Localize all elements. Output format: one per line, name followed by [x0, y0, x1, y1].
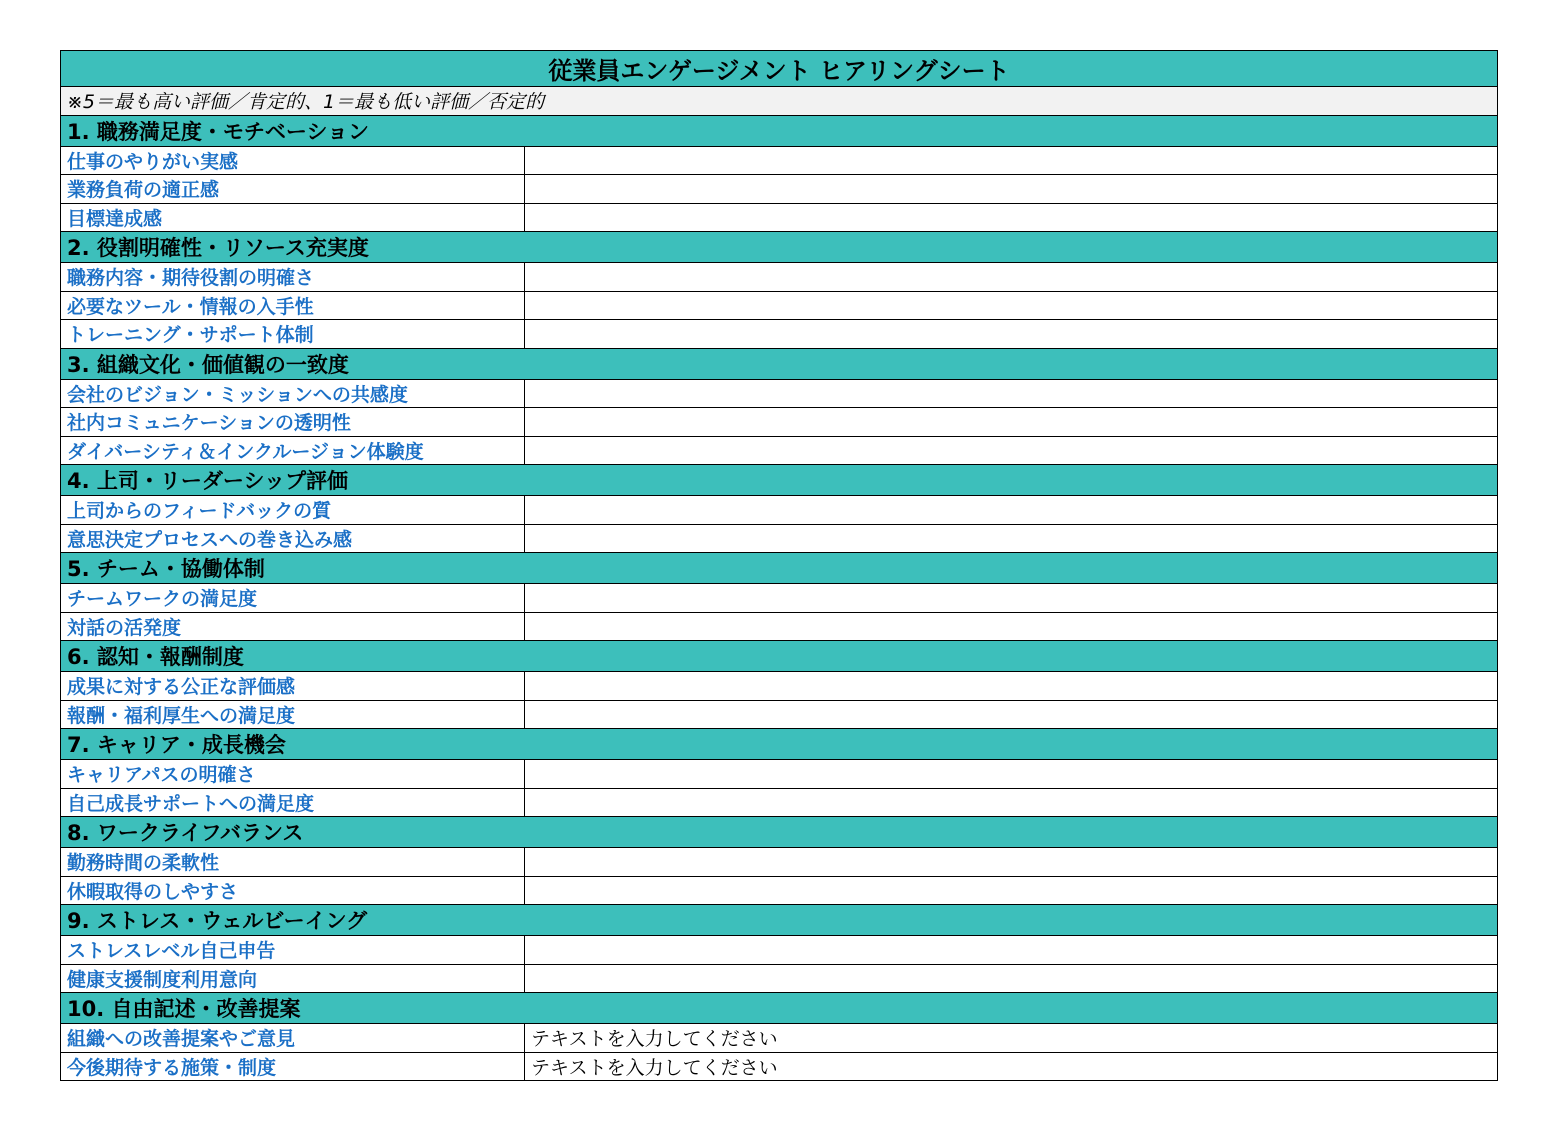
answer-cell[interactable] — [525, 760, 1498, 789]
answer-cell[interactable] — [525, 584, 1498, 613]
question-label: 勤務時間の柔軟性 — [61, 848, 525, 877]
hearing-sheet-table — [60, 50, 1498, 1081]
question-label: 会社のビジョン・ミッションへの共感度 — [61, 379, 525, 408]
answer-cell[interactable] — [525, 848, 1498, 877]
question-row — [61, 612, 1498, 641]
question-row — [61, 672, 1498, 701]
question-row — [61, 700, 1498, 729]
section-header-row — [61, 641, 1498, 672]
question-label: チームワークの満足度 — [61, 584, 525, 613]
note-row — [61, 87, 1498, 116]
answer-cell[interactable] — [525, 146, 1498, 175]
answer-cell[interactable] — [525, 291, 1498, 320]
answer-cell[interactable] — [525, 379, 1498, 408]
question-row — [61, 848, 1498, 877]
question-row — [61, 964, 1498, 993]
section-header-row — [61, 232, 1498, 263]
section-title: 5. チーム・協働体制 — [61, 553, 1498, 584]
answer-cell[interactable] — [525, 175, 1498, 204]
answer-cell[interactable] — [525, 788, 1498, 817]
answer-cell[interactable] — [525, 203, 1498, 232]
rating-note: ※5＝最も高い評価／肯定的、1＝最も低い評価／否定的 — [61, 87, 1498, 116]
question-label: 自己成長サポートへの満足度 — [61, 788, 525, 817]
question-row — [61, 263, 1498, 292]
answer-cell[interactable] — [525, 320, 1498, 349]
question-label: 業務負荷の適正感 — [61, 175, 525, 204]
question-label: 目標達成感 — [61, 203, 525, 232]
question-label: 上司からのフィードバックの質 — [61, 496, 525, 525]
section-title: 2. 役割明確性・リソース充実度 — [61, 232, 1498, 263]
answer-cell[interactable] — [525, 700, 1498, 729]
question-label: 必要なツール・情報の入手性 — [61, 291, 525, 320]
question-row — [61, 203, 1498, 232]
answer-cell[interactable] — [525, 263, 1498, 292]
title-row — [61, 51, 1498, 87]
question-row — [61, 379, 1498, 408]
answer-cell[interactable] — [525, 672, 1498, 701]
question-row — [61, 524, 1498, 553]
answer-cell[interactable] — [525, 612, 1498, 641]
question-row — [61, 936, 1498, 965]
answer-cell[interactable] — [525, 936, 1498, 965]
question-label: ダイバーシティ＆インクルージョン体験度 — [61, 436, 525, 465]
question-row — [61, 436, 1498, 465]
section-header-row — [61, 348, 1498, 379]
answer-cell[interactable]: テキストを入力してください — [525, 1052, 1498, 1081]
section-title: 3. 組織文化・価値観の一致度 — [61, 348, 1498, 379]
question-label: 職務内容・期待役割の明確さ — [61, 263, 525, 292]
section-header-row — [61, 115, 1498, 146]
question-row — [61, 788, 1498, 817]
question-row — [61, 1024, 1498, 1053]
question-row — [61, 320, 1498, 349]
sheet-body — [61, 51, 1498, 1081]
section-title: 6. 認知・報酬制度 — [61, 641, 1498, 672]
question-label: 健康支援制度利用意向 — [61, 964, 525, 993]
question-label: 対話の活発度 — [61, 612, 525, 641]
question-label: 社内コミュニケーションの透明性 — [61, 408, 525, 437]
question-label: 仕事のやりがい実感 — [61, 146, 525, 175]
answer-cell[interactable] — [525, 408, 1498, 437]
question-label: 休暇取得のしやすさ — [61, 876, 525, 905]
answer-cell[interactable] — [525, 964, 1498, 993]
section-title: 9. ストレス・ウェルビーイング — [61, 905, 1498, 936]
question-row — [61, 1052, 1498, 1081]
question-label: 成果に対する公正な評価感 — [61, 672, 525, 701]
section-title: 4. 上司・リーダーシップ評価 — [61, 465, 1498, 496]
section-header-row — [61, 465, 1498, 496]
section-header-row — [61, 905, 1498, 936]
question-label: 意思決定プロセスへの巻き込み感 — [61, 524, 525, 553]
question-row — [61, 408, 1498, 437]
section-title: 1. 職務満足度・モチベーション — [61, 115, 1498, 146]
section-title: 10. 自由記述・改善提案 — [61, 993, 1498, 1024]
section-header-row — [61, 553, 1498, 584]
question-label: 今後期待する施策・制度 — [61, 1052, 525, 1081]
question-label: 組織への改善提案やご意見 — [61, 1024, 525, 1053]
answer-cell[interactable] — [525, 436, 1498, 465]
question-row — [61, 175, 1498, 204]
question-row — [61, 146, 1498, 175]
answer-cell[interactable] — [525, 524, 1498, 553]
question-label: トレーニング・サポート体制 — [61, 320, 525, 349]
section-header-row — [61, 993, 1498, 1024]
question-label: ストレスレベル自己申告 — [61, 936, 525, 965]
question-row — [61, 496, 1498, 525]
question-label: 報酬・福利厚生への満足度 — [61, 700, 525, 729]
section-header-row — [61, 729, 1498, 760]
question-row — [61, 760, 1498, 789]
answer-cell[interactable] — [525, 496, 1498, 525]
section-title: 8. ワークライフバランス — [61, 817, 1498, 848]
section-title: 7. キャリア・成長機会 — [61, 729, 1498, 760]
question-row — [61, 876, 1498, 905]
question-row — [61, 291, 1498, 320]
question-label: キャリアパスの明確さ — [61, 760, 525, 789]
section-header-row — [61, 817, 1498, 848]
answer-cell[interactable]: テキストを入力してください — [525, 1024, 1498, 1053]
answer-cell[interactable] — [525, 876, 1498, 905]
sheet-title: 従業員エンゲージメント ヒアリングシート — [61, 51, 1498, 87]
question-row — [61, 584, 1498, 613]
